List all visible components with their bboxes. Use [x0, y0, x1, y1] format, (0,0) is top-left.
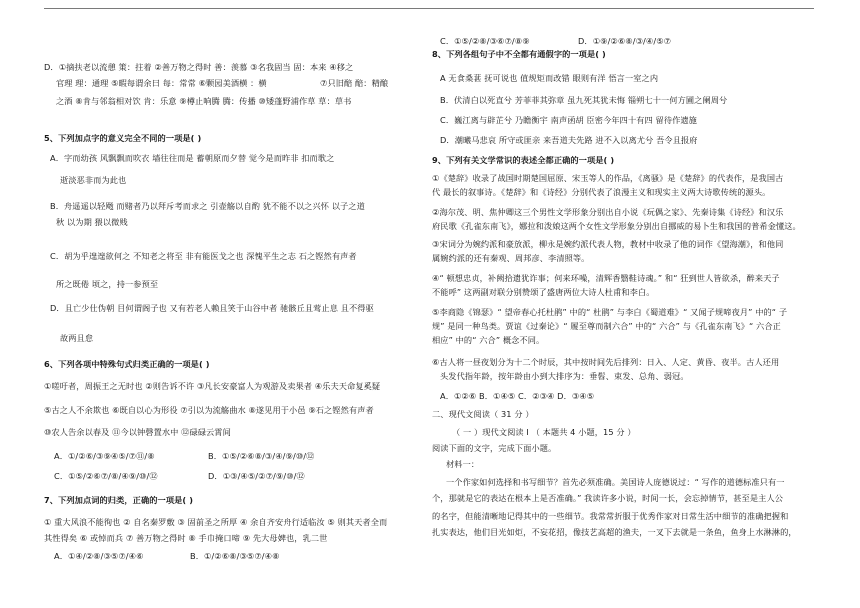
q6-option-d: D．①③/④⑤/②⑦/⑨/⑩/⑫: [208, 471, 305, 481]
q7-items-line1: ① 重大风浪不能徇也 ② 自名秦罗敷 ③ 固前圣之所厚 ④ 余自齐安舟行适临汝 ⑤ 则其天者全而: [44, 517, 388, 527]
reading-instruction: 阅读下面的文字，完成下面小题。: [432, 443, 557, 453]
q9-item6-line2: 头发代指年龄，按年龄由小到大排序为：垂髫、束发、总角、弱冠。: [440, 371, 689, 381]
q5-option-b-line2: 秋 以为期 猥以微贱: [56, 217, 128, 227]
q5-option-c-line2: 所之既倦 顷之，持一参预至: [56, 279, 159, 289]
q6-items-line2: ⑤古之人不余欺也 ⑥既自以心为形役 ⑦引以为流觞曲水 ⑧遂见用于小邑 ⑨石之铿然有声者: [44, 405, 374, 415]
q8-title: 8、下列各组句子中不全都有通假字的一项是( ): [432, 49, 606, 59]
q7-option-a: A．①④/②⑧/③⑤⑦/④⑥: [54, 551, 144, 561]
q5-option-d-line1: D．且亡少仕伪朝 目何谓阁子也 又有若老人赖且笑于山谷中者 驰骸丘且莺止息 且不得驱: [50, 303, 374, 313]
q9-item5-line2: 规” 是同一种鸟类。贾谊《过秦论》“ 履至尊而制六合” 中的“ 六合” 与《孔雀东南飞》“ 六合正: [432, 321, 781, 331]
q9-options: A．①②⑥ B．①④⑤ C．②③④ D．③④⑤: [440, 391, 595, 401]
q9-item2-line2: 府民歌《孔雀东南飞》，娜拉和泼娘这两个女性文学形象分别出自挪威的易卜生和我国的普希金懂这。: [432, 221, 801, 231]
q5-option-b-line1: B．舟遥遥以轻飏 而赌者乃以拜斥考而求之 引壶觞以自酌 犹不能不以之兴怀 以子之道: [50, 201, 365, 211]
q5-option-c-line1: C．胡为乎遑遑欲何之 不知老之将至 非有能医戈之也 深愧平生之志 石之铿然有声者: [50, 251, 357, 261]
passage-line4: 扎实表达，他们目光如炬，不妄花招，像技艺高超的渔夫，一叉下去就是一条鱼，鱼身上水淋淋的，: [432, 527, 797, 537]
q6-items-line1: ①嗟吁者，周振王之无时也 ②则告诉不许 ③凡长安豪富人为观游及卖果者 ④乐夫天命复奚疑: [44, 381, 381, 391]
q4-option-d-line1: D．①摘扶老以流憩 策：拄着 ②善万物之得时 善：羡慕 ③名我固当 固：本来 ④移之: [44, 62, 354, 72]
q9-item5-line3: 相应” 中的“ 六合” 概念不同。: [432, 335, 545, 345]
q9-item2-line1: ②海尔茂、明、焦仲卿这三个男性文学形象分别出自小说《玩偶之家》、先秦诗集《诗经》和汉乐: [432, 207, 784, 217]
q4-option-d-line2b: ⑦只旧醅 醅：精酿: [320, 78, 389, 88]
q8-option-a: A 无食桑葚 抚可说也 值规矩而改错 眼则有洋 悟言一室之内: [440, 73, 659, 83]
q9-item5-line1: ⑤李商隐《锦瑟》“ 望帝春心托杜鹃” 中的“ 杜鹃” 与李白《蜀道难》“ 又闻子规啼夜月” 中的“ 子: [432, 307, 788, 317]
q6-title: 6、下列各项中特殊句式归类正确的一项是( ): [44, 359, 210, 369]
q7-option-b: B．①/②⑥⑧/③⑤⑦/④⑧: [190, 551, 280, 561]
q5-title: 5、下列加点字的意义完全不同的一项是( ): [44, 133, 202, 143]
q7-option-d: D．①⑨/②⑥⑧/③/④/⑤⑦: [578, 36, 672, 46]
q5-option-a-line1: A．字而幼孩 风飘飘而吹衣 墙往往而是 蓄朝原而夕替 觉今是而昨非 扣而歌之: [50, 153, 335, 163]
q6-option-a: A．①/②⑥/③⑨④⑤/⑦⑪/⑧: [54, 451, 155, 461]
q8-option-b: B．伏清白以死直兮 芳菲菲其弥章 虽九死其犹未悔 锱朔七十一何方圃之阑周兮: [440, 95, 728, 105]
q7-option-c: C．①⑤/②⑧/③⑥⑦/⑧⑨: [440, 36, 530, 46]
q4-option-d-line2: 官理 理：通理 ⑤暇每谓余曰 每：常常 ⑥颗园美酒横 ：横: [56, 78, 267, 88]
q9-title: 9、下列有关文学常识的表述全都正确的一项是( ): [432, 155, 615, 165]
q8-option-d: D．潮曦马悲哀 所守或匪亲 来吾道夫先路 进不入以离尤兮 吾令且报府: [440, 135, 698, 145]
q4-option-d-line3: 之酒 ⑧肯与邻翁相对饮 肯：乐意 ⑨樽止响腾 腾：传播 ⑩矮蓬野浦作草 草：草书: [56, 96, 352, 106]
q6-items-line3: ⑩农人告余以春及 ⑪今以钟磬置水中 ⑫碌碌云霄间: [44, 427, 231, 437]
q6-option-b: B．①⑤/②⑥⑧/③/④/⑨/⑩/⑫: [208, 451, 315, 461]
q9-item4-line1: ④“ 顿想忠贞，补阙拾遗犹诈事；何来环噪，清辉香翳鞋诗魂。” 和“ 狂到世人皆欲杀，醉来天子: [432, 273, 780, 283]
q7-items-line2: 其性得矣 ⑥ 或悼而兵 ⑦ 善万物之得时 ⑧ 手巾掩口啼 ⑨ 先大母婢也，乳二世: [44, 533, 328, 543]
passage-line1: 一个作家如何选择和书写细节？首先必须准确。美国诗人庞德说过：“ 写作的道德标准只有一: [446, 477, 785, 487]
q9-item1-line1: ①《楚辞》收录了战国时期楚国屈原、宋玉等人的作品，《离骚》是《楚辞》的代表作，是我国古: [432, 173, 784, 183]
q9-item3-line1: ③宋词分为婉约派和豪放派，柳永是婉约派代表人物，教材中收录了他的词作《望海潮》，和他同: [432, 239, 784, 249]
q9-item4-line2: 不能呼” 这两副对联分别赞颂了盛唐两位大诗人杜甫和李白。: [432, 287, 655, 297]
q9-item3-line2: 属婉约派的还有秦观、周邦彦、李清照等。: [432, 253, 590, 263]
q5-option-a-line2: 逝淡恶非而为此也: [60, 175, 127, 185]
q8-option-c: C．巍江离与辟芷兮 乃瞻衡宇 南声函胡 臣密今年四十有四 留待作遗施: [440, 115, 697, 125]
page-top-rule: [44, 8, 814, 9]
material-one-label: 材料一：: [446, 459, 480, 469]
section-2-1-heading: （ 一 ）现代文阅读 Ⅰ （ 本题共 4 小题，15 分 ）: [452, 427, 636, 437]
q6-option-c: C．①⑤/②⑥⑦/⑧/④⑨/⑩/⑫: [54, 471, 158, 481]
q7-title: 7、下列加点词的归类，正确的一项是( ): [44, 495, 194, 505]
passage-line2: 个，那就是它的表达在根本上是否准确。” 我读许多小说，时间一长，会忘掉情节，甚至是主人公: [432, 493, 784, 503]
q9-item6-line1: ⑥古人将一昼夜划分为十二个时辰，其中按时间先后排列：日入、人定、黄昏、夜半。古人还用: [432, 357, 780, 367]
passage-line3: 的名字，但能清晰地记得其中的一些细节。我常常折服于优秀作家对日常生活中细节的准确把握和: [432, 511, 789, 521]
q9-item1-line2: 代 最长的叙事诗。《楚辞》和《诗经》分别代表了浪漫主义和现实主义两大诗歌传统的源头。: [432, 187, 771, 197]
section-2-heading: 二、现代文阅读（ 31 分 ）: [432, 409, 534, 419]
q5-option-d-line2: 故两且怠: [60, 333, 94, 343]
